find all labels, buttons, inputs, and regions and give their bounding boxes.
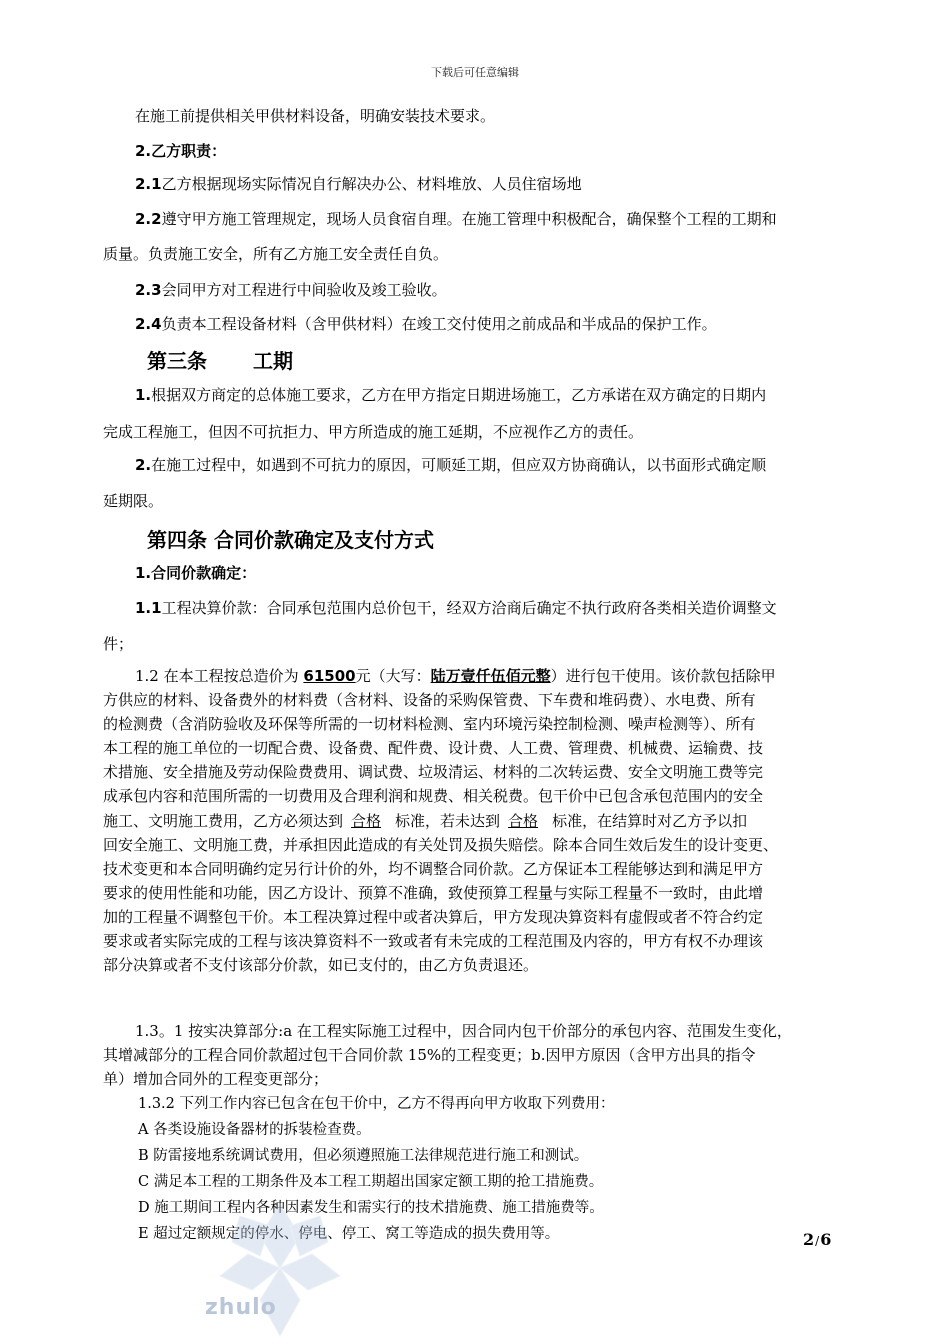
article-3-p1-line-1 bbox=[135, 385, 766, 405]
s12-line-7: 施工、文明施工费用，乙方必须达到 合格 标准，若未达到 合格 标准，在结算时对乙方予以扣 bbox=[103, 811, 748, 830]
fee-item-b: B 防雷接地系统调试费用，但必须遵照施工法律规范进行施工和测试。 bbox=[138, 1148, 589, 1164]
item-number: 2. bbox=[135, 456, 152, 474]
s12-line-13: 部分决算或者不支付该部分价款，如已支付的，由乙方负责退还。 bbox=[103, 956, 539, 975]
party-b-item-4 bbox=[135, 314, 717, 334]
party-b-item-3 bbox=[135, 280, 447, 300]
article-4-s11-line-2: 件； bbox=[103, 635, 134, 653]
s12-line-9: 技术变更和本合同明确约定另行计价的外，均不调整合同价款。乙方保证本工程能够达到和满足甲方 bbox=[103, 859, 764, 878]
party-b-item-2-line-2: 质量。负责施工安全，所有乙方施工安全责任自负。 bbox=[103, 245, 449, 263]
total-price-words: 陆万壹仟伍佰元整 bbox=[430, 667, 551, 685]
s12-line-1: 1.2 在本工程按总造价为 61500元（大写：陆万壹仟伍佰元整）进行包干使用。该价款包括除甲 bbox=[135, 667, 776, 685]
s12-line-6: 成承包内容和范围所需的一切费用及合理利润和规费、相关税费。包干价中已包含承包范围内的安全 bbox=[103, 787, 764, 806]
page-number bbox=[803, 1230, 831, 1249]
s13-line-2: 其增减部分的工程合同价款超过包干合同价款 15%的工程变更；b.因甲方原因（含甲方出具的指令 bbox=[103, 1046, 756, 1065]
s12-line-10: 要求的使用性能和功能，因乙方设计、预算不准确，致使预算工程量与实际工程量不一致时，由此增 bbox=[103, 883, 764, 902]
s12-line-5: 术措施、安全措施及劳动保险费费用、调试费、垃圾清运、材料的二次转运费、安全文明施工费等完 bbox=[103, 763, 764, 782]
item-number: 2.3 bbox=[135, 281, 162, 299]
quality-grade-1: 合格 bbox=[351, 811, 382, 830]
item-text: 工程决算价款：合同承包范围内总价包干，经双方洽商后确定不执行政府各类相关造价调整文 bbox=[161, 599, 777, 617]
page-separator: / bbox=[815, 1234, 820, 1248]
s12-line-11: 加的工程量不调整包干价。本工程决算过程中或者决算后，甲方发现决算资料有虚假或者不符合约定 bbox=[103, 907, 764, 926]
party-b-title: 2.乙方职责： bbox=[135, 142, 227, 160]
article-3-heading bbox=[147, 345, 293, 374]
article-4-s11-line-1 bbox=[135, 598, 777, 618]
item-text: 会同甲方对工程进行中间验收及竣工验收。 bbox=[161, 281, 447, 299]
s13-line-3: 单）增加合同外的工程变更部分； bbox=[103, 1070, 329, 1089]
item-text: 遵守甲方施工管理规定，现场人员食宿自理。在施工管理中积极配合，确保整个工程的工期和 bbox=[161, 210, 777, 228]
header-note: 下载后可任意编辑 bbox=[431, 66, 519, 79]
article-4-heading: 第四条 合同价款确定及支付方式 bbox=[147, 528, 434, 552]
item-number: 2.2 bbox=[135, 210, 162, 228]
s13-line-1: 1.3。1 按实决算部分:a 在工程实际施工过程中，因合同内包干价部分的承包内容、范围发生变化， bbox=[135, 1022, 792, 1040]
item-text: 负责本工程设备材料（含甲供材料）在竣工交付使用之前成品和半成品的保护工作。 bbox=[161, 315, 717, 333]
s132-intro: 1.3.2 下列工作内容已包含在包干价中，乙方不得再向甲方收取下列费用： bbox=[138, 1096, 615, 1112]
item-number: 2.1 bbox=[135, 175, 162, 193]
item-number: 1. bbox=[135, 386, 152, 404]
watermark-text: zhulo bbox=[205, 1295, 277, 1320]
party-b-item-2-line-1 bbox=[135, 209, 777, 229]
item-text: 根据双方商定的总体施工要求，乙方在甲方指定日期进场施工，乙方承诺在双方确定的日期内 bbox=[151, 386, 767, 404]
article-3-p2-line-1 bbox=[135, 455, 766, 475]
s12-line-4: 本工程的施工单位的一切配合费、设备费、配件费、设计费、人工费、管理费、机械费、运输费、技 bbox=[103, 739, 764, 758]
s12-line-8: 回安全施工、文明施工费，并承担因此造成的有关处罚及损失赔偿。除本合同生效后发生的设计变更、 bbox=[103, 835, 779, 854]
article-3-title: 工期 bbox=[253, 349, 293, 373]
article-3-label: 第三条 bbox=[147, 349, 207, 373]
item-number: 2.4 bbox=[135, 315, 162, 333]
article-4-section-1-title: 1.合同价款确定： bbox=[135, 564, 257, 582]
fee-item-c: C 满足本工程的工期条件及本工程工期超出国家定额工期的抢工措施费。 bbox=[138, 1174, 604, 1190]
s12-line-12: 要求或者实际完成的工程与该决算资料不一致或者有未完成的工程范围及内容的，甲方有权不办理该 bbox=[103, 932, 764, 951]
quality-grade-2: 合格 bbox=[508, 811, 539, 830]
page-current: 2 bbox=[803, 1230, 815, 1249]
article-3-p2-line-2: 延期限。 bbox=[103, 492, 164, 510]
party-b-item-1 bbox=[135, 174, 582, 194]
fee-item-e: E 超过定额规定的停水、停电、停工、窝工等造成的损失费用等。 bbox=[138, 1226, 560, 1242]
item-number: 1.1 bbox=[135, 599, 162, 617]
s12-line-2: 方供应的材料、设备费外的材料费（含材料、设备的采购保管费、下车费和堆码费）、水电费、所有 bbox=[103, 691, 756, 710]
fee-item-d: D 施工期间工程内各种因素发生和需实行的技术措施费、施工措施费等。 bbox=[138, 1200, 604, 1216]
item-text: 乙方根据现场实际情况自行解决办公、材料堆放、人员住宿场地 bbox=[161, 175, 582, 193]
article-4-s13-paragraph bbox=[103, 1019, 863, 1091]
article-4-s12-paragraph bbox=[103, 664, 863, 977]
s12-line-3: 的检测费（含消防验收及环保等所需的一切材料检测、室内环境污染控制检测、噪声检测等）、所有 bbox=[103, 715, 756, 734]
article-3-p1-line-2: 完成工程施工，但因不可抗拒力、甲方所造成的施工延期，不应视作乙方的责任。 bbox=[103, 423, 644, 441]
watermark-logo-icon bbox=[200, 1196, 360, 1344]
page-total: 6 bbox=[820, 1230, 832, 1249]
fee-item-a: A 各类设施设备器材的拆装检查费。 bbox=[138, 1122, 371, 1138]
item-text: 在施工过程中，如遇到不可抗力的原因，可顺延工期，但应双方协商确认，以书面形式确定顺 bbox=[151, 456, 767, 474]
total-price: 61500 bbox=[303, 667, 356, 685]
intro-line: 在施工前提供相关甲供材料设备，明确安装技术要求。 bbox=[135, 107, 496, 125]
